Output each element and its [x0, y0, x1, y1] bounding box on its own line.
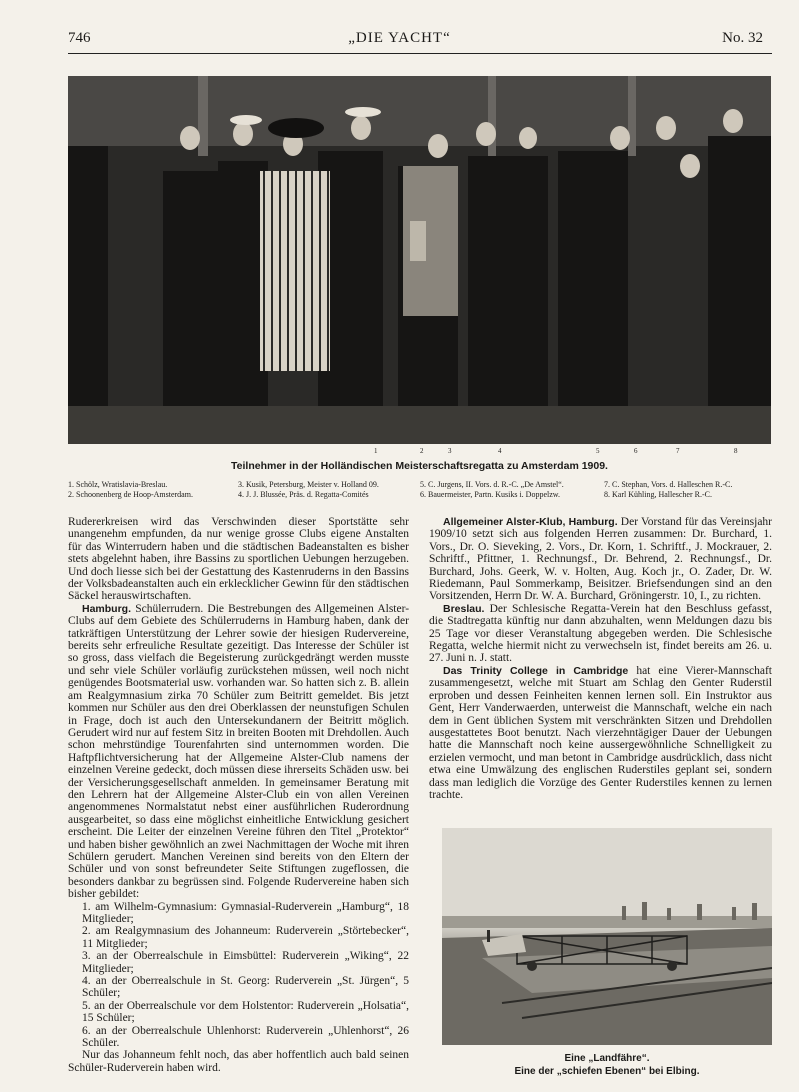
section-sublead: Schülerrudern.	[135, 602, 204, 615]
legend-column	[604, 480, 732, 500]
paragraph	[429, 603, 772, 665]
list-item: 4. an der Oberrealschule in St. Georg: Ruderverein „St. Jürgen“, 5 Schüler;	[82, 975, 409, 1000]
paragraph	[68, 603, 409, 901]
paragraph	[429, 516, 772, 603]
left-column	[68, 516, 409, 1074]
ferry-photograph	[442, 828, 772, 1045]
legend-entry: 8. Karl Kühling, Hallescher R.-C.	[604, 490, 712, 499]
figure-number: 1	[374, 447, 378, 455]
figure-number: 8	[734, 447, 738, 455]
list-item: 1. am Wilhelm-Gymnasium: Gymnasial-Ruderverein „Hamburg“, 18 Mitglieder;	[82, 900, 409, 925]
section-lead: Das Trinity College in Cambridge	[443, 664, 629, 677]
list-item: 5. an der Oberrealschule vor dem Holstentor: Ruderverein „Holsatia“, 15 Schüler;	[82, 999, 409, 1025]
figure-number: 6	[634, 447, 638, 455]
legend-entry: 6. Bauermeister, Partn. Kusiks i. Doppelzw.	[420, 490, 561, 499]
legend-entry: 7. C. Stephan, Vors. d. Halleschen R.-C.	[604, 480, 733, 489]
ferry-caption-subtitle: Eine der „schiefen Ebenen“ bei Elbing.	[514, 1066, 700, 1077]
paragraph-text: Der Schlesische Regatta-Verein hat den Beschluss gefasst, die Stadtregatta künftig nur dann abzuhalten, wenn Meldungen dazu bis 25 Tage vor dieser Veranstaltung abgegeben werden. Die Schlesische Regatta, welche hiermit nicht zu verwechseln ist, findet bereits am 26. u. 27. Juni n. J. statt.	[429, 602, 773, 665]
paragraph: Nur das Johanneum fehlt noch, das aber hoffentlich auch bald seinen Schüler-Ruderverein haben wird.	[68, 1049, 409, 1074]
right-column	[429, 516, 772, 801]
ferry-caption-title: Eine „Landfähre“.	[564, 1053, 650, 1064]
paragraph-text: hat eine Vierer-Mannschaft zusammengesetzt, welche mit Stuart am Schlag den Genter Ruderstil erproben und dessen Feinheiten kennen lernen soll. Ein Instruktor aus Gent, Herr Vanderwaerden, unterweist die Mannschaft, welche ein nach dem in Gent üblichen System mit verschränkten Sitzen und Drehdollen ausgestattetes Boot benutzt. Nach vierzehntägiger Dauer der Uebungen hatte die Mannschaft noch keine aussergewöhnliche Schnelligkeit zu erzielen vermocht, und man betont in Cambridge ausdrücklich, dass nicht etwa eine Umwälzung des englischen Ruderstiles geplant sei, sondern dass man lediglich die Vorzüge des Genter Ruderstiles kennen zu lernen trachte.	[429, 664, 772, 801]
legend-entry: 3. Kusik, Petersburg, Meister v. Holland 09.	[238, 480, 379, 489]
running-title: „DIE YACHT“	[348, 30, 451, 46]
paragraph-text: Die Bestrebungen des Allgemeinen Alster-Clubs auf dem Gebiete des Schülerruderns in Hamburg haben, dank der tatkräftigen Unterstützung der Lehrer sowie der hiesigen Rudervereine, bereits sehr erfreuliche Resultate gezeitigt. Das Interesse der Schüler ist so gross, dass vielfach die Begeisterung zurückgedrängt werden musste und sehr viele Schüler vorläufig zurückstehen müssen, weil noch nicht genügendes Bootsmaterial usw. vorhanden war. So hatten sich z. B. allein am Realgymnasium zirka 70 Schüler zum Beitritt gemeldet. Bis jetzt kommen nur Schüler aus den drei Oberklassen der neunstufigen Schulen in Frage, doch ist auch den Untersekundanern der Beitritt möglich. Gerudert wird nur auf festem Sitz in breiten Booten mit Drehdollen. Auch schon mehrstündige Tourenfahrten sind unternommen worden. Die Haftpflichtversicherung hat der Allgemeine Alster-Club namens der einzelnen Vereine gedeckt, doch müssen diese ihrerseits Schäden usw. bei der Versicherungsgesellschaft anmelden. In gemeinsamer Beratung mit den Lehrern hat der Allgemeine Alster-Club ein von allen Vereinen angenommenes Normalstatut nebst einer ausführlichen Ruderordnung ausgearbeitet, so dass eine möglichst einheitliche Entwicklung gesichert erscheint. Die Leiter der einzelnen Vereine führen den Titel „Protektor“ und haben bisher gewöhnlich an zwei Nachmittagen der Woche mit ihren Schülern gerudert. Manchen Vereinen sind bereits von den Eltern der Schüler und von sonst befreundeter Seite Stiftungen zugeflossen, die besonders dankbar zu begrüssen sind. Folgende Rudervereine haben sich bisher gebildet:	[68, 602, 410, 901]
paragraph-text: Der Vorstand für das Vereinsjahr 1909/10 setzt sich aus folgenden Herren zusammen: Dr. Burchard, 1. Vors., Dr. O. Sieveking, 2. Vors., Dr. Korn, 1. Schriftf., J. Mockrauer, 2. Schriftf., Pfittner, 1. Rechnungsf., Dr. Behrend, 2. Rechnungsf., Dr. Burchard, Johs. Geerk, W. v. Holten, Aug. Koch jr., O. Zader, Dr. W. Riedemann, Paul Sommerkamp, Beisitzer. Briefsendungen sind an den Vorsitzenden, Herrn Dr. W. A. Burchard, Gröningerstr. 10, I., zu richten.	[429, 516, 773, 603]
section-lead: Allgemeiner Alster-Klub, Hamburg.	[443, 516, 618, 528]
paragraph	[429, 665, 772, 801]
header-rule	[68, 53, 772, 54]
figure-number: 5	[596, 447, 600, 455]
photo-caption: Teilnehmer in der Holländischen Meisterschaftsregatta zu Amsterdam 1909.	[231, 460, 608, 472]
paragraph: Rudererkreisen wird das Verschwinden dieser Sportstätte sehr unangenehm empfunden, da nur wenige grosse Clubs eigene Anstalten für das Winterrudern haben und die städtischen Badeanstalten es bisher stets abgelehnt haben, ihre Bassins zu sportlichen Uebungen herzugeben. Und doch liesse sich bei der Gestattung des Kastenruderns in den Bassins der Volksbadeanstalten auch ein erklecklicher Gewinn für den städtischen Säckel herauswirtschaften.	[68, 516, 409, 603]
legend-entry: 2. Schoonenberg de Hoop-Amsterdam.	[68, 490, 193, 499]
figure-number: 2	[420, 447, 424, 455]
legend-column	[238, 480, 379, 500]
legend-entry: 5. C. Jurgens, II. Vors. d. R.-C. „De Amstel“.	[420, 480, 564, 489]
figure-number: 7	[676, 447, 680, 455]
legend-column	[420, 480, 564, 500]
legend-entry: 1. Schölz, Wratislavia-Breslau.	[68, 480, 168, 489]
figure-number: 3	[448, 447, 452, 455]
figure-number: 4	[498, 447, 502, 455]
list-item: 3. an der Oberrealschule in Eimsbüttel: Ruderverein „Wiking“, 22 Mitglieder;	[82, 950, 409, 975]
legend-entry: 4. J. J. Blussée, Präs. d. Regatta-Comités	[238, 490, 369, 499]
figure-numbers	[68, 447, 771, 459]
section-lead: Breslau.	[443, 602, 485, 615]
list-item: 2. am Realgymnasium des Johanneum: Ruderverein „Störtebecker“, 11 Mitglieder;	[82, 925, 409, 950]
group-photograph	[68, 76, 771, 444]
issue-number: No. 32	[722, 30, 763, 46]
page-number: 746	[68, 30, 91, 46]
list-item: 6. an der Oberrealschule Uhlenhorst: Ruderverein „Uhlenhorst“, 26 Schüler.	[82, 1024, 409, 1050]
section-lead: Hamburg.	[82, 602, 132, 615]
legend-column	[68, 480, 193, 500]
